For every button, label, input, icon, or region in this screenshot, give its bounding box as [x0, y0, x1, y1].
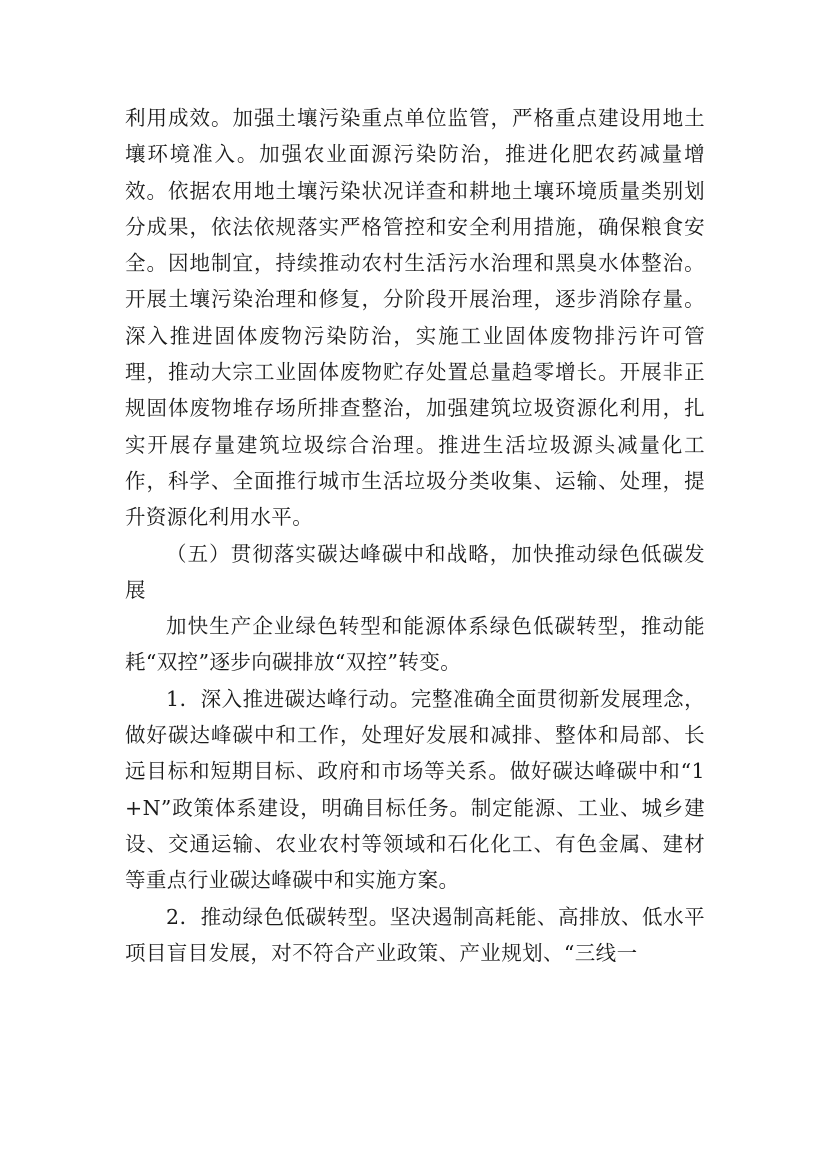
document-body — [125, 100, 705, 971]
section-heading: （五）贯彻落实碳达峰碳中和战略，加快推动绿色低碳发展 — [125, 541, 705, 602]
paragraph-intro: 加快生产企业绿色转型和能源体系绿色低碳转型，推动能耗“双控”逐步向碳排放“双控”转变。 — [125, 614, 705, 675]
paragraph-continuation: 利用成效。加强土壤污染重点单位监管，严格重点建设用地土壤环境准入。加强农业面源污染防治，推进化肥农药减量增效。依据农用地土壤污染状况详查和耕地土壤环境质量类别划分成果，依法依规落实严格管控和安全利用措施，确保粮食安全。因地制宜，持续推动农村生活污水治理和黑臭水体整治。开展土壤污染治理和修复，分阶段开展治理，逐步消除存量。深入推进固体废物污染防治，实施工业固体废物排污许可管理，推动大宗工业固体废物贮存处置总量趋零增长。开展非正规固体废物堆存场所排查整治，加强建筑垃圾资源化利用，扎实开展存量建筑垃圾综合治理。推进生活垃圾源头减量化工作，科学、全面推行城市生活垃圾分类收集、运输、处理，提升资源化利用水平。 — [125, 106, 705, 530]
paragraph-item-2: 2．推动绿色低碳转型。坚决遏制高耗能、高排放、低水平项目盲目发展，对不符合产业政策、产业规划、“三线一 — [125, 904, 705, 965]
paragraph-item-1: 1．深入推进碳达峰行动。完整准确全面贯彻新发展理念，做好碳达峰碳中和工作，处理好发展和减排、整体和局部、长远目标和短期目标、政府和市场等关系。做好碳达峰碳中和“1+N”政策体系建设，明确目标任务。制定能源、工业、城乡建设、交通运输、农业农村等领域和石化化工、有色金属、建材等重点行业碳达峰碳中和实施方案。 — [125, 686, 705, 893]
